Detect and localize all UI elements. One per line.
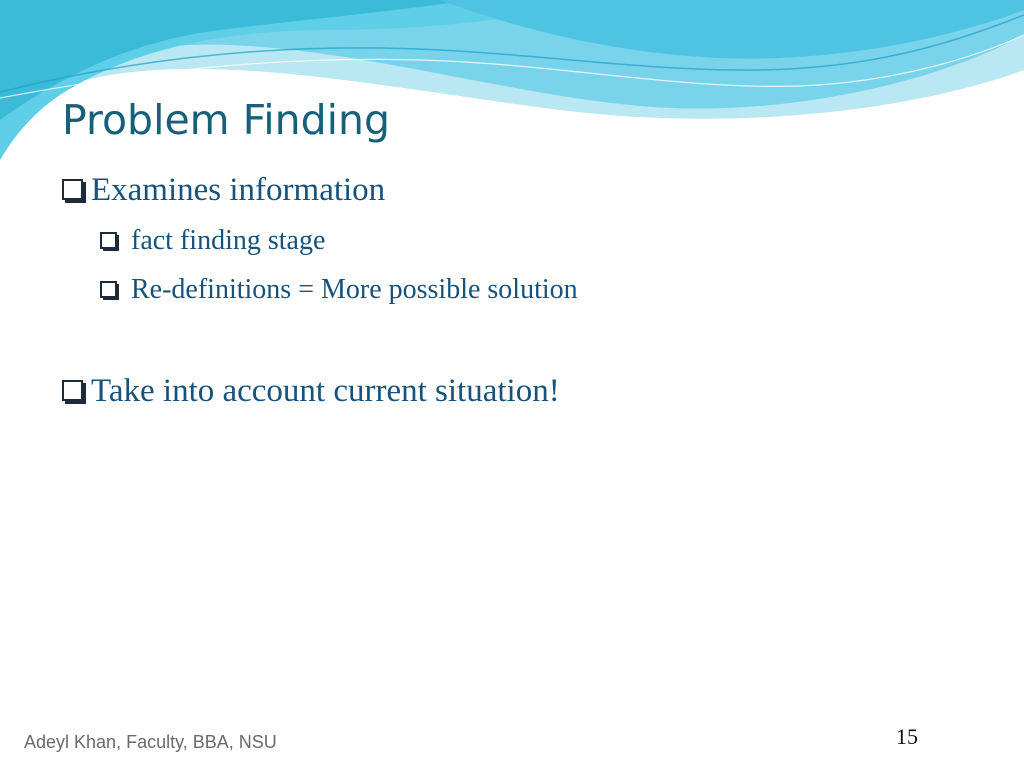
sub-bullet-text: Re-definitions = More possible solution [131, 274, 578, 305]
slide-footer: Adeyl Khan, Faculty, BBA, NSU [24, 732, 277, 752]
bullet-text: Take into account current situation! [91, 373, 560, 409]
sub-bullet-text: fact finding stage [131, 225, 326, 256]
shadowed-checkbox-icon [62, 380, 83, 401]
slide-title: Problem Finding [62, 96, 391, 144]
bullet-take-into-account [62, 369, 560, 413]
page-number: 15 [896, 724, 918, 749]
sub-bullet-re-definitions [100, 271, 578, 309]
sub-bullet-fact-finding [100, 222, 325, 260]
shadowed-checkbox-icon [100, 281, 117, 298]
bullet-text: Examines information [91, 172, 386, 208]
bullet-examines-information [62, 168, 385, 212]
shadowed-checkbox-icon [100, 232, 117, 249]
shadowed-checkbox-icon [62, 179, 83, 200]
